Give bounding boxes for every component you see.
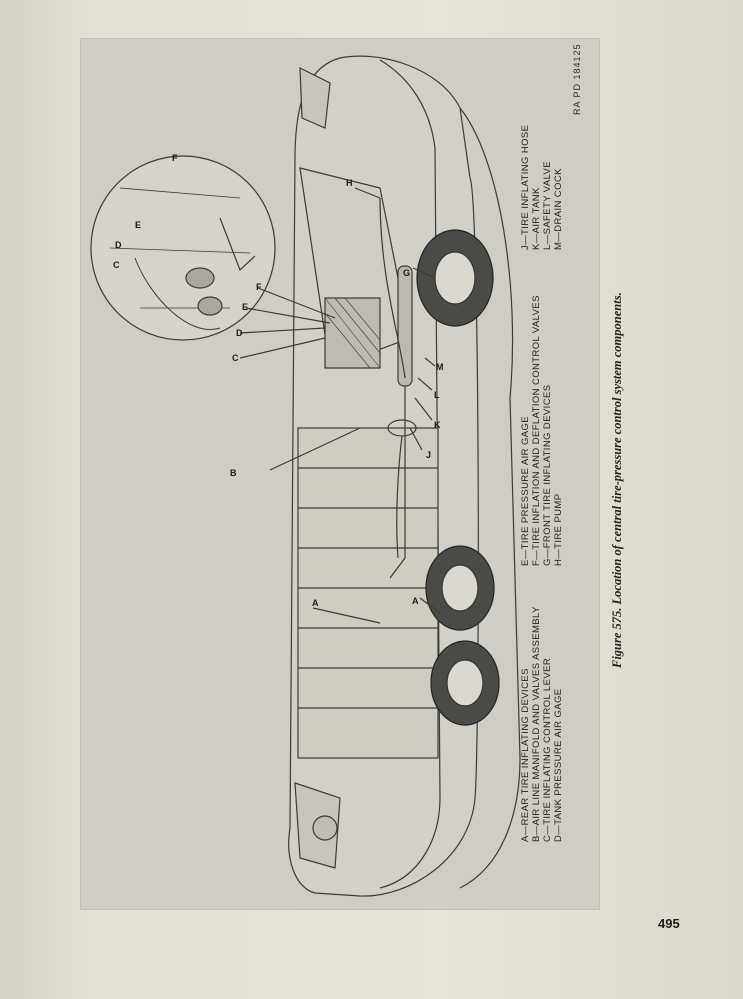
legend-item-j: J—TIRE INFLATING HOSE bbox=[520, 124, 531, 250]
callout-A1: A bbox=[312, 598, 319, 608]
callout-F: F bbox=[256, 282, 262, 292]
callout-H: H bbox=[346, 178, 353, 188]
callout-A2: A bbox=[412, 596, 419, 606]
figure-reference-code: RA PD 184125 bbox=[572, 43, 582, 115]
page-number: 495 bbox=[658, 916, 680, 931]
legend-item-g: G—FRONT TIRE INFLATING DEVICES bbox=[542, 384, 553, 566]
callout-G: G bbox=[403, 268, 411, 278]
legend-item-e: E—TIRE PRESSURE AIR GAGE bbox=[520, 415, 531, 566]
legend-item-d: D—TANK PRESSURE AIR GAGE bbox=[553, 688, 564, 842]
legend-item-c: C—TIRE INFLATING CONTROL LEVER bbox=[542, 657, 553, 842]
legend-item-b: B—AIR LINE MANIFOLD AND VALVES ASSEMBLY bbox=[531, 606, 542, 842]
legend-item-f: F—TIRE INFLATION AND DEFLATION CONTROL VALVES bbox=[531, 295, 542, 566]
figure-caption: Figure 575. Location of central tire-pressure control system components. bbox=[610, 292, 624, 668]
callout-B: B bbox=[230, 468, 237, 478]
inset-callout-E: E bbox=[135, 220, 142, 230]
legend-item-m: M—DRAIN COCK bbox=[553, 168, 564, 250]
callout-L: L bbox=[434, 390, 440, 400]
callout-D: D bbox=[236, 328, 243, 338]
legend-item-a: A—REAR TIRE INFLATING DEVICES bbox=[520, 668, 531, 842]
inset-callout-F: F bbox=[172, 153, 178, 163]
callout-K: K bbox=[434, 420, 441, 430]
callout-J: J bbox=[426, 450, 432, 460]
inset-callout-C: C bbox=[113, 260, 120, 270]
inset-callout-D: D bbox=[115, 240, 122, 250]
callout-E: E bbox=[242, 302, 249, 312]
legend-item-h: H—TIRE PUMP bbox=[553, 493, 564, 566]
legend-item-k: K—AIR TANK bbox=[531, 187, 542, 250]
legend-item-l: L—SAFETY VALVE bbox=[542, 160, 553, 250]
callout-C: C bbox=[232, 353, 239, 363]
callout-M: M bbox=[436, 362, 444, 372]
